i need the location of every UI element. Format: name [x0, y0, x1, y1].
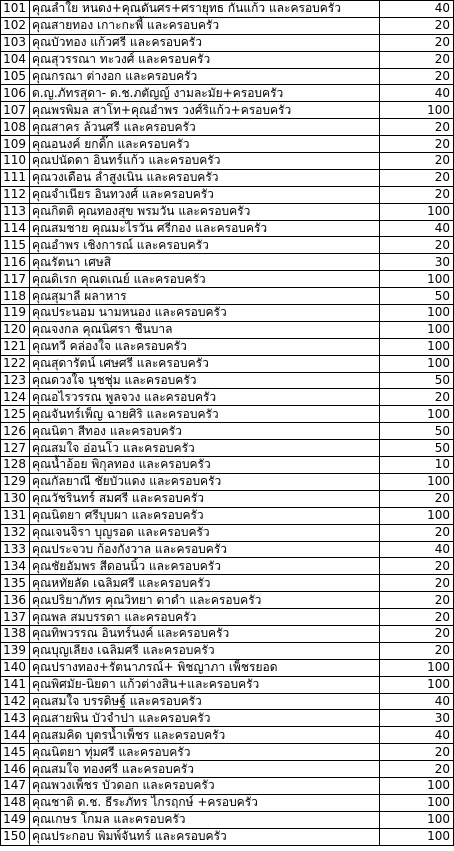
- donor-name-cell: คุณวัชรินทร์ สมศรี และครอบครัว: [30, 490, 380, 507]
- row-number-cell: 120: [1, 321, 30, 338]
- donor-name-cell: คุณสายทอง เกาะกะพี้ และครอบครัว: [30, 17, 380, 34]
- row-number-cell: 137: [1, 609, 30, 626]
- amount-cell: 20: [380, 642, 454, 659]
- amount-cell: 40: [380, 541, 454, 558]
- donor-name-cell: คุณอำพร เชิงการณ์ และครอบครัว: [30, 237, 380, 254]
- donor-name-cell: คุณสมใจ ทองศรี และครอบครัว: [30, 761, 380, 778]
- row-number-cell: 131: [1, 507, 30, 524]
- table-row: [1, 68, 454, 85]
- row-number-cell: 133: [1, 541, 30, 558]
- table-row: [1, 625, 454, 642]
- donor-name-cell: คุณทิพวรรณ อินทร์นงค์ และครอบครัว: [30, 625, 380, 642]
- row-number-cell: 110: [1, 153, 30, 170]
- row-number-cell: 147: [1, 777, 30, 794]
- table-row: [1, 609, 454, 626]
- donor-name-cell: คุณน้ำอ้อย พิกุลทอง และครอบครัว: [30, 457, 380, 474]
- table-row: [1, 575, 454, 592]
- amount-cell: 50: [380, 423, 454, 440]
- table-row: [1, 17, 454, 34]
- table-row: [1, 541, 454, 558]
- amount-cell: 20: [380, 625, 454, 642]
- donor-name-cell: คุณปนัดดา อินทร์แก้ว และครอบครัว: [30, 153, 380, 170]
- row-number-cell: 142: [1, 693, 30, 710]
- donor-name-cell: คุณประกอบ พิมพ์จันทร์ และครอบครัว: [30, 828, 380, 845]
- table-row: [1, 727, 454, 744]
- donor-name-cell: คุณประนอม นามหนอง และครอบครัว: [30, 305, 380, 322]
- row-number-cell: 126: [1, 423, 30, 440]
- table-row: [1, 203, 454, 220]
- table-row: [1, 389, 454, 406]
- amount-cell: 20: [380, 490, 454, 507]
- donor-name-cell: คุณสุวรรณา ทะวงศ์ และครอบครัว: [30, 51, 380, 68]
- row-number-cell: 102: [1, 17, 30, 34]
- row-number-cell: 106: [1, 85, 30, 102]
- row-number-cell: 114: [1, 220, 30, 237]
- amount-cell: 100: [380, 338, 454, 355]
- donor-name-cell: คุณสมใจ อ่อนโว และครอบครัว: [30, 440, 380, 457]
- donor-name-cell: คุณนิตยา ทุ่มศรี และครอบครัว: [30, 744, 380, 761]
- row-number-cell: 134: [1, 558, 30, 575]
- row-number-cell: 146: [1, 761, 30, 778]
- row-number-cell: 143: [1, 710, 30, 727]
- amount-cell: 100: [380, 507, 454, 524]
- row-number-cell: 144: [1, 727, 30, 744]
- amount-cell: 100: [380, 676, 454, 693]
- amount-cell: 100: [380, 777, 454, 794]
- amount-cell: 50: [380, 440, 454, 457]
- table-row: [1, 338, 454, 355]
- row-number-cell: 118: [1, 288, 30, 305]
- table-row: [1, 153, 454, 170]
- table-row: [1, 440, 454, 457]
- table-row: [1, 676, 454, 693]
- row-number-cell: 136: [1, 592, 30, 609]
- row-number-cell: 109: [1, 136, 30, 153]
- row-number-cell: 145: [1, 744, 30, 761]
- amount-cell: 20: [380, 609, 454, 626]
- table-row: [1, 220, 454, 237]
- table-row: [1, 693, 454, 710]
- row-number-cell: 141: [1, 676, 30, 693]
- amount-cell: 20: [380, 558, 454, 575]
- row-number-cell: 115: [1, 237, 30, 254]
- amount-cell: 20: [380, 136, 454, 153]
- table-row: [1, 490, 454, 507]
- table-row: [1, 34, 454, 51]
- amount-cell: 20: [380, 186, 454, 203]
- row-number-cell: 132: [1, 524, 30, 541]
- donor-name-cell: คุณสมชาย คุณมะไรวัน ศรีกอง และครอบครัว: [30, 220, 380, 237]
- donor-name-cell: คุณรัตนา เศษสิ: [30, 254, 380, 271]
- amount-cell: 40: [380, 220, 454, 237]
- row-number-cell: 119: [1, 305, 30, 322]
- table-row: [1, 305, 454, 322]
- table-row: [1, 51, 454, 68]
- donor-name-cell: คุณดวงใจ นุชชุ่ม และครอบครัว: [30, 372, 380, 389]
- donor-name-cell: คุณสาคร ล้วนศรี และครอบครัว: [30, 119, 380, 136]
- table-row: [1, 524, 454, 541]
- row-number-cell: 149: [1, 811, 30, 828]
- donor-name-cell: คุณนิตยา ศรีบุบผา และครอบครัว: [30, 507, 380, 524]
- amount-cell: 40: [380, 85, 454, 102]
- row-number-cell: 128: [1, 457, 30, 474]
- table-row: [1, 1, 454, 18]
- amount-cell: 50: [380, 288, 454, 305]
- table-row: [1, 558, 454, 575]
- row-number-cell: 124: [1, 389, 30, 406]
- table-row: [1, 85, 454, 102]
- amount-cell: 20: [380, 68, 454, 85]
- table-row: [1, 828, 454, 845]
- donor-name-cell: คุณสายพิน บัวจำปา และครอบครัว: [30, 710, 380, 727]
- donor-name-cell: คุณดิเรก คุณดเณย์ และครอบครัว: [30, 271, 380, 288]
- amount-cell: 20: [380, 592, 454, 609]
- row-number-cell: 127: [1, 440, 30, 457]
- table-row: [1, 507, 454, 524]
- amount-cell: 100: [380, 102, 454, 119]
- donor-name-cell: คุณอนงค์ ยกดิ๊ก และครอบครัว: [30, 136, 380, 153]
- table-row: [1, 642, 454, 659]
- amount-cell: 100: [380, 305, 454, 322]
- table-row: [1, 372, 454, 389]
- row-number-cell: 138: [1, 625, 30, 642]
- donor-name-cell: คุณสมคิด บุตรน้ำเพ็ชร และครอบครัว: [30, 727, 380, 744]
- donor-name-cell: คุณสุมาลี ผลาหาร: [30, 288, 380, 305]
- donor-name-cell: คุณกิตติ คุณทองสุข พรมวัน และครอบครัว: [30, 203, 380, 220]
- amount-cell: 100: [380, 321, 454, 338]
- table-row: [1, 457, 454, 474]
- amount-cell: 20: [380, 34, 454, 51]
- table-row: [1, 423, 454, 440]
- table-row: [1, 288, 454, 305]
- table-row: [1, 761, 454, 778]
- table-row: [1, 777, 454, 794]
- row-number-cell: 129: [1, 473, 30, 490]
- table-row: [1, 254, 454, 271]
- donor-name-cell: คุณจงกล คุณนิศรา ชื่นบาล: [30, 321, 380, 338]
- amount-cell: 20: [380, 153, 454, 170]
- amount-cell: 100: [380, 811, 454, 828]
- donor-name-cell: คุณวงเดือน ล่ำสูงเนิน และครอบครัว: [30, 169, 380, 186]
- donor-name-cell: คุณจันทร์เพ็ญ ฉายศิริ และครอบครัว: [30, 406, 380, 423]
- row-number-cell: 112: [1, 186, 30, 203]
- row-number-cell: 107: [1, 102, 30, 119]
- donor-name-cell: คุณชัยอัมพร สีดอนนิ้ว และครอบครัว: [30, 558, 380, 575]
- table-row: [1, 271, 454, 288]
- donor-name-cell: คุณกัลยาณี ชัยบัวแดง และครอบครัว: [30, 473, 380, 490]
- donor-name-cell: คุณพล สมบรรดา และครอบครัว: [30, 609, 380, 626]
- row-number-cell: 150: [1, 828, 30, 845]
- donor-name-cell: คุณพรพิมล สาโท+คุณอำพร วงศ์ริแก้ว+ครอบครัว: [30, 102, 380, 119]
- table-row: [1, 136, 454, 153]
- table-row: [1, 473, 454, 490]
- amount-cell: 100: [380, 659, 454, 676]
- row-number-cell: 135: [1, 575, 30, 592]
- row-number-cell: 117: [1, 271, 30, 288]
- amount-cell: 50: [380, 372, 454, 389]
- row-number-cell: 105: [1, 68, 30, 85]
- donor-name-cell: คุณประจวบ ก้องกังวาล และครอบครัว: [30, 541, 380, 558]
- amount-cell: 20: [380, 744, 454, 761]
- donor-name-cell: คุณพวงเพ็ชร บัวดอก และครอบครัว: [30, 777, 380, 794]
- donor-name-cell: คุณบัวทอง แก้วศรี และครอบครัว: [30, 34, 380, 51]
- table-row: [1, 659, 454, 676]
- amount-cell: 20: [380, 119, 454, 136]
- table-row: [1, 744, 454, 761]
- donor-name-cell: คุณหทัยลัด เฉลิมศรี และครอบครัว: [30, 575, 380, 592]
- table-row: [1, 794, 454, 811]
- amount-cell: 100: [380, 203, 454, 220]
- amount-cell: 20: [380, 389, 454, 406]
- row-number-cell: 104: [1, 51, 30, 68]
- amount-cell: 30: [380, 254, 454, 271]
- table-row: [1, 811, 454, 828]
- row-number-cell: 123: [1, 372, 30, 389]
- row-number-cell: 125: [1, 406, 30, 423]
- amount-cell: 30: [380, 710, 454, 727]
- table-row: [1, 406, 454, 423]
- table-row: [1, 710, 454, 727]
- row-number-cell: 103: [1, 34, 30, 51]
- amount-cell: 100: [380, 406, 454, 423]
- donor-name-cell: คุณปรางทอง+รัตนาภรณ์+ พิชญาภา เพ็ชรยอด: [30, 659, 380, 676]
- amount-cell: 100: [380, 271, 454, 288]
- donor-name-cell: คุณสุดารัตน์ เศษศรี และครอบครัว: [30, 355, 380, 372]
- amount-cell: 20: [380, 575, 454, 592]
- donor-name-cell: คุณอไรวรรณ พูลจวง และครอบครัว: [30, 389, 380, 406]
- table-row: [1, 186, 454, 203]
- donor-name-cell: คุณเจนจิรา บุญรอด และครอบครัว: [30, 524, 380, 541]
- row-number-cell: 139: [1, 642, 30, 659]
- amount-cell: 20: [380, 761, 454, 778]
- donor-name-cell: คุณลำใย หนดง+คุณดันศร+ศรายุทธ กันแก้ว และครอบครัว: [30, 1, 380, 18]
- amount-cell: 20: [380, 17, 454, 34]
- amount-cell: 10: [380, 457, 454, 474]
- amount-cell: 100: [380, 828, 454, 845]
- amount-cell: 20: [380, 51, 454, 68]
- row-number-cell: 108: [1, 119, 30, 136]
- table-row: [1, 355, 454, 372]
- table-row: [1, 321, 454, 338]
- row-number-cell: 101: [1, 1, 30, 18]
- amount-cell: 40: [380, 727, 454, 744]
- row-number-cell: 121: [1, 338, 30, 355]
- row-number-cell: 113: [1, 203, 30, 220]
- row-number-cell: 148: [1, 794, 30, 811]
- row-number-cell: 130: [1, 490, 30, 507]
- donor-name-cell: คุณกรณา ต่างอก และครอบครัว: [30, 68, 380, 85]
- amount-cell: 100: [380, 355, 454, 372]
- table-row: [1, 237, 454, 254]
- amount-cell: 100: [380, 473, 454, 490]
- amount-cell: 20: [380, 169, 454, 186]
- donor-name-cell: คุณสมใจ บรรดิษฐ์ และครอบครัว: [30, 693, 380, 710]
- row-number-cell: 140: [1, 659, 30, 676]
- table-row: [1, 119, 454, 136]
- donor-name-cell: คุณพิศมัย-นิยดา แก้วต่างสิน+และครอบครัว: [30, 676, 380, 693]
- table-row: [1, 169, 454, 186]
- donor-name-cell: คุณจำเนียร อินทวงศ์ และครอบครัว: [30, 186, 380, 203]
- amount-cell: 20: [380, 524, 454, 541]
- donor-name-cell: ด.ญ.ภัทรสุดา- ด.ช.ภตัญญ์ งามละมัย+ครอบครัว: [30, 85, 380, 102]
- donor-name-cell: คุณบุญเลียง เฉลิมศรี และครอบครัว: [30, 642, 380, 659]
- table-row: [1, 102, 454, 119]
- amount-cell: 20: [380, 237, 454, 254]
- amount-cell: 40: [380, 1, 454, 18]
- amount-cell: 40: [380, 693, 454, 710]
- amount-cell: 100: [380, 794, 454, 811]
- donor-name-cell: คุณทวี คล่องใจ และครอบครัว: [30, 338, 380, 355]
- row-number-cell: 122: [1, 355, 30, 372]
- table-row: [1, 592, 454, 609]
- row-number-cell: 111: [1, 169, 30, 186]
- row-number-cell: 116: [1, 254, 30, 271]
- donor-name-cell: คุณชาติ ด.ช. ธีระภัทร ไกรฤกษ์ +ครอบครัว: [30, 794, 380, 811]
- donor-name-cell: คุณนิตา สีทอง และครอบครัว: [30, 423, 380, 440]
- donor-name-cell: คุณปริยาภัทร คุณวิทยา ดาดำ และครอบครัว: [30, 592, 380, 609]
- donor-name-cell: คุณเกษร โกมล และครอบครัว: [30, 811, 380, 828]
